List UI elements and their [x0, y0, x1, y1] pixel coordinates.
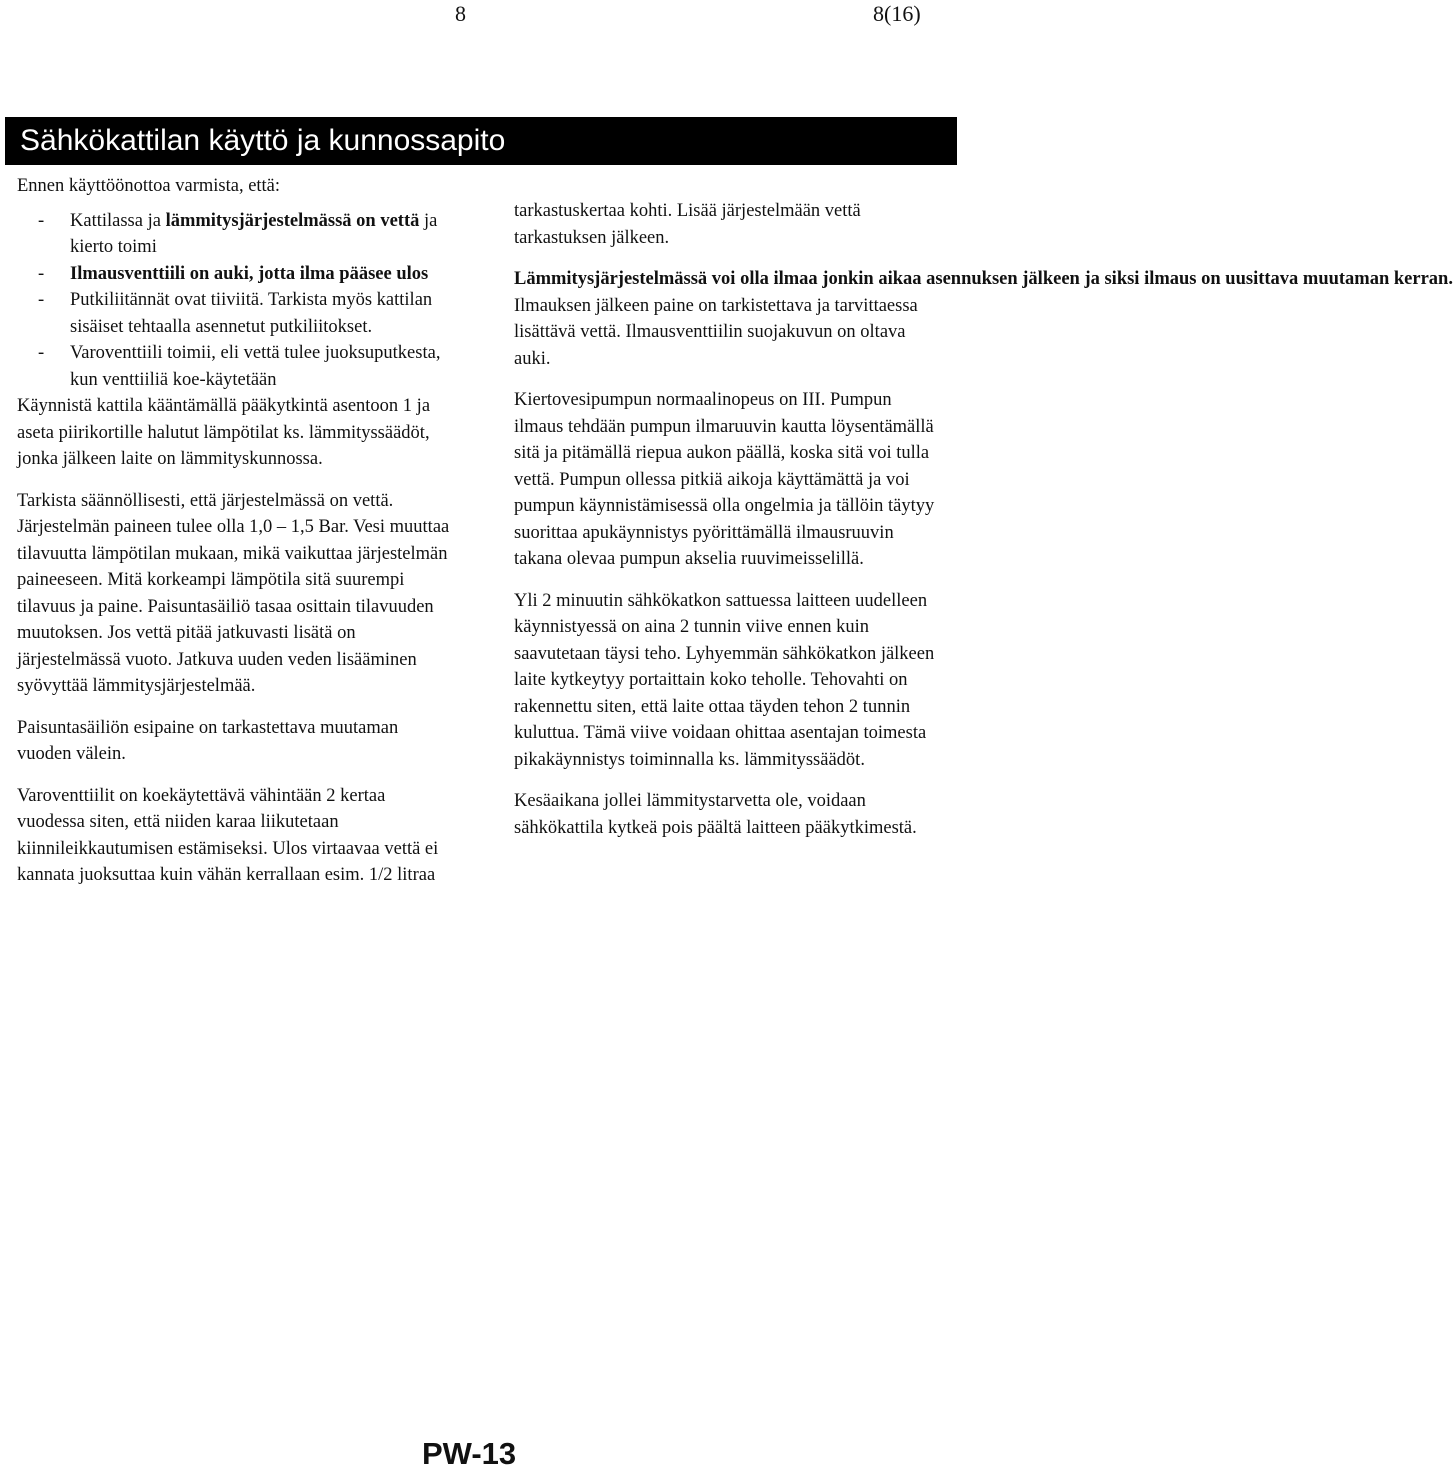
paragraph-continued: tarkastuskertaa kohti. Lisää järjestelmään vettä tarkastuksen jälkeen. [514, 201, 861, 248]
checklist-item [17, 340, 457, 393]
checklist-item [17, 261, 457, 288]
bullet-dash: - [38, 210, 45, 231]
left-column [17, 173, 457, 889]
paragraph-circulation-pump: Kiertovesipumpun normaalinopeus on III. Pumpun ilmaus tehdään pumpun ilmaruuvin kautta löysentämällä sitä ja pitämällä riepua aukon päällä, koska sitä voi tulla vettä. Pumpun ollessa pitkiä aikoja käyttämättä ja voi pumpun käynnistämisessä olla ongelmia ja tällöin täytyy suorittaa apukäynnistys pyörittämällä ilmausruuvin takana olevaa pumpun akselia ruuvimeisselillä. [514, 390, 935, 569]
checklist-item-text: Ilmausventtiili on auki, jotta ilma pääsee ulos [70, 263, 429, 284]
section-title: Sähkökattilan käyttö ja kunnossapito [5, 117, 957, 165]
checklist-item [17, 208, 457, 261]
checklist-intro: Ennen käyttöönottoa varmista, että: [17, 176, 281, 196]
checklist-item-text: Putkiliitännät ovat tiiviitä. Tarkista myös kattilan sisäiset tehtaalla asennetut putkiliitokset. [70, 290, 433, 337]
paragraph-startup: Käynnistä kattila kääntämällä pääkytkintä asentoon 1 ja aseta piirikortille halutut lämpötilat ks. lämmityssäädöt, jonka jälkeen laite on lämmityskunnossa. [17, 396, 431, 469]
paragraph-expansion-tank: Paisuntasäiliön esipaine on tarkastettava muutaman vuoden välein. [17, 717, 399, 764]
bold-text: lämmitysjärjestelmässä on vettä [165, 210, 420, 231]
checklist-item-text: Varoventtiili toimii, eli vettä tulee juoksuputkesta, kun venttiiliä koe-käytetään [70, 343, 441, 390]
paragraph-power-outage: Yli 2 minuutin sähkökatkon sattuessa laitteen uudelleen käynnistyessä on aina 2 tunnin viive ennen kuin saavutetaan täysi teho. Lyhyemmän sähkökatkon jälkeen laite kytkeytyy portaittain koko teholle. Tehovahti on rakennettu siten, että laite ottaa täyden tehon 2 tunnin kuluttua. Tämä viive voidaan ohittaa asentajan toimesta pikakäynnistys toiminnalla ks. lämmityssäädöt. [514, 590, 935, 770]
paragraph-air-warning: Lämmitysjärjestelmässä voi olla ilmaa jonkin aikaa asennuksen jälkeen ja siksi ilmaus on uusittava muutaman kerran. [514, 269, 1453, 289]
right-column [514, 198, 1453, 841]
bullet-dash: - [38, 263, 45, 284]
checklist-item [17, 287, 457, 340]
model-code: PW-13 [422, 1436, 517, 1471]
bullet-dash: - [38, 343, 45, 363]
bullet-dash: - [38, 290, 45, 310]
page-of-total: 8(16) [873, 1, 921, 26]
paragraph-pressure-check: Tarkista säännöllisesti, että järjestelmässä on vettä. Järjestelmän paineen tulee olla 1,0 – 1,5 Bar. Vesi muuttaa tilavuutta lämpötilan mukaan, mikä vaikuttaa järjestelmän paineeseen. Mitä korkeampi lämpötila sitä suurempi tilavuus ja paine. Paisuntasäiliö tasaa osittain tilavuuden muutoksen. Jos vettä pitää jatkuvasti lisätä on järjestelmässä vuoto. Jatkuva uuden veden lisääminen syövyttää lämmitysjärjestelmää. [17, 490, 450, 696]
checklist-item-text: Kattilassa ja lämmitysjärjestelmässä on vettä ja kierto toimi [70, 210, 438, 257]
page-number: 8 [455, 1, 466, 26]
paragraph-safety-valves: Varoventtiilit on koekäytettävä vähintään 2 kertaa vuodessa siten, että niiden karaa liikutetaan kiinnileikkautumisen estämiseksi. Ulos virtaavaa vettä ei kannata juoksuttaa kuin vähän kerrallaan esim. 1/2 litraa [17, 785, 439, 885]
paragraph-air-venting: Ilmauksen jälkeen paine on tarkistettava ja tarvittaessa lisättävä vettä. Ilmausventtiilin suojakuvun on oltava auki. [514, 295, 918, 369]
paragraph-summer: Kesäaikana jollei lämmitystarvetta ole, voidaan sähkökattila kytkeä pois päältä laitteen pääkytkimestä. [514, 791, 917, 838]
